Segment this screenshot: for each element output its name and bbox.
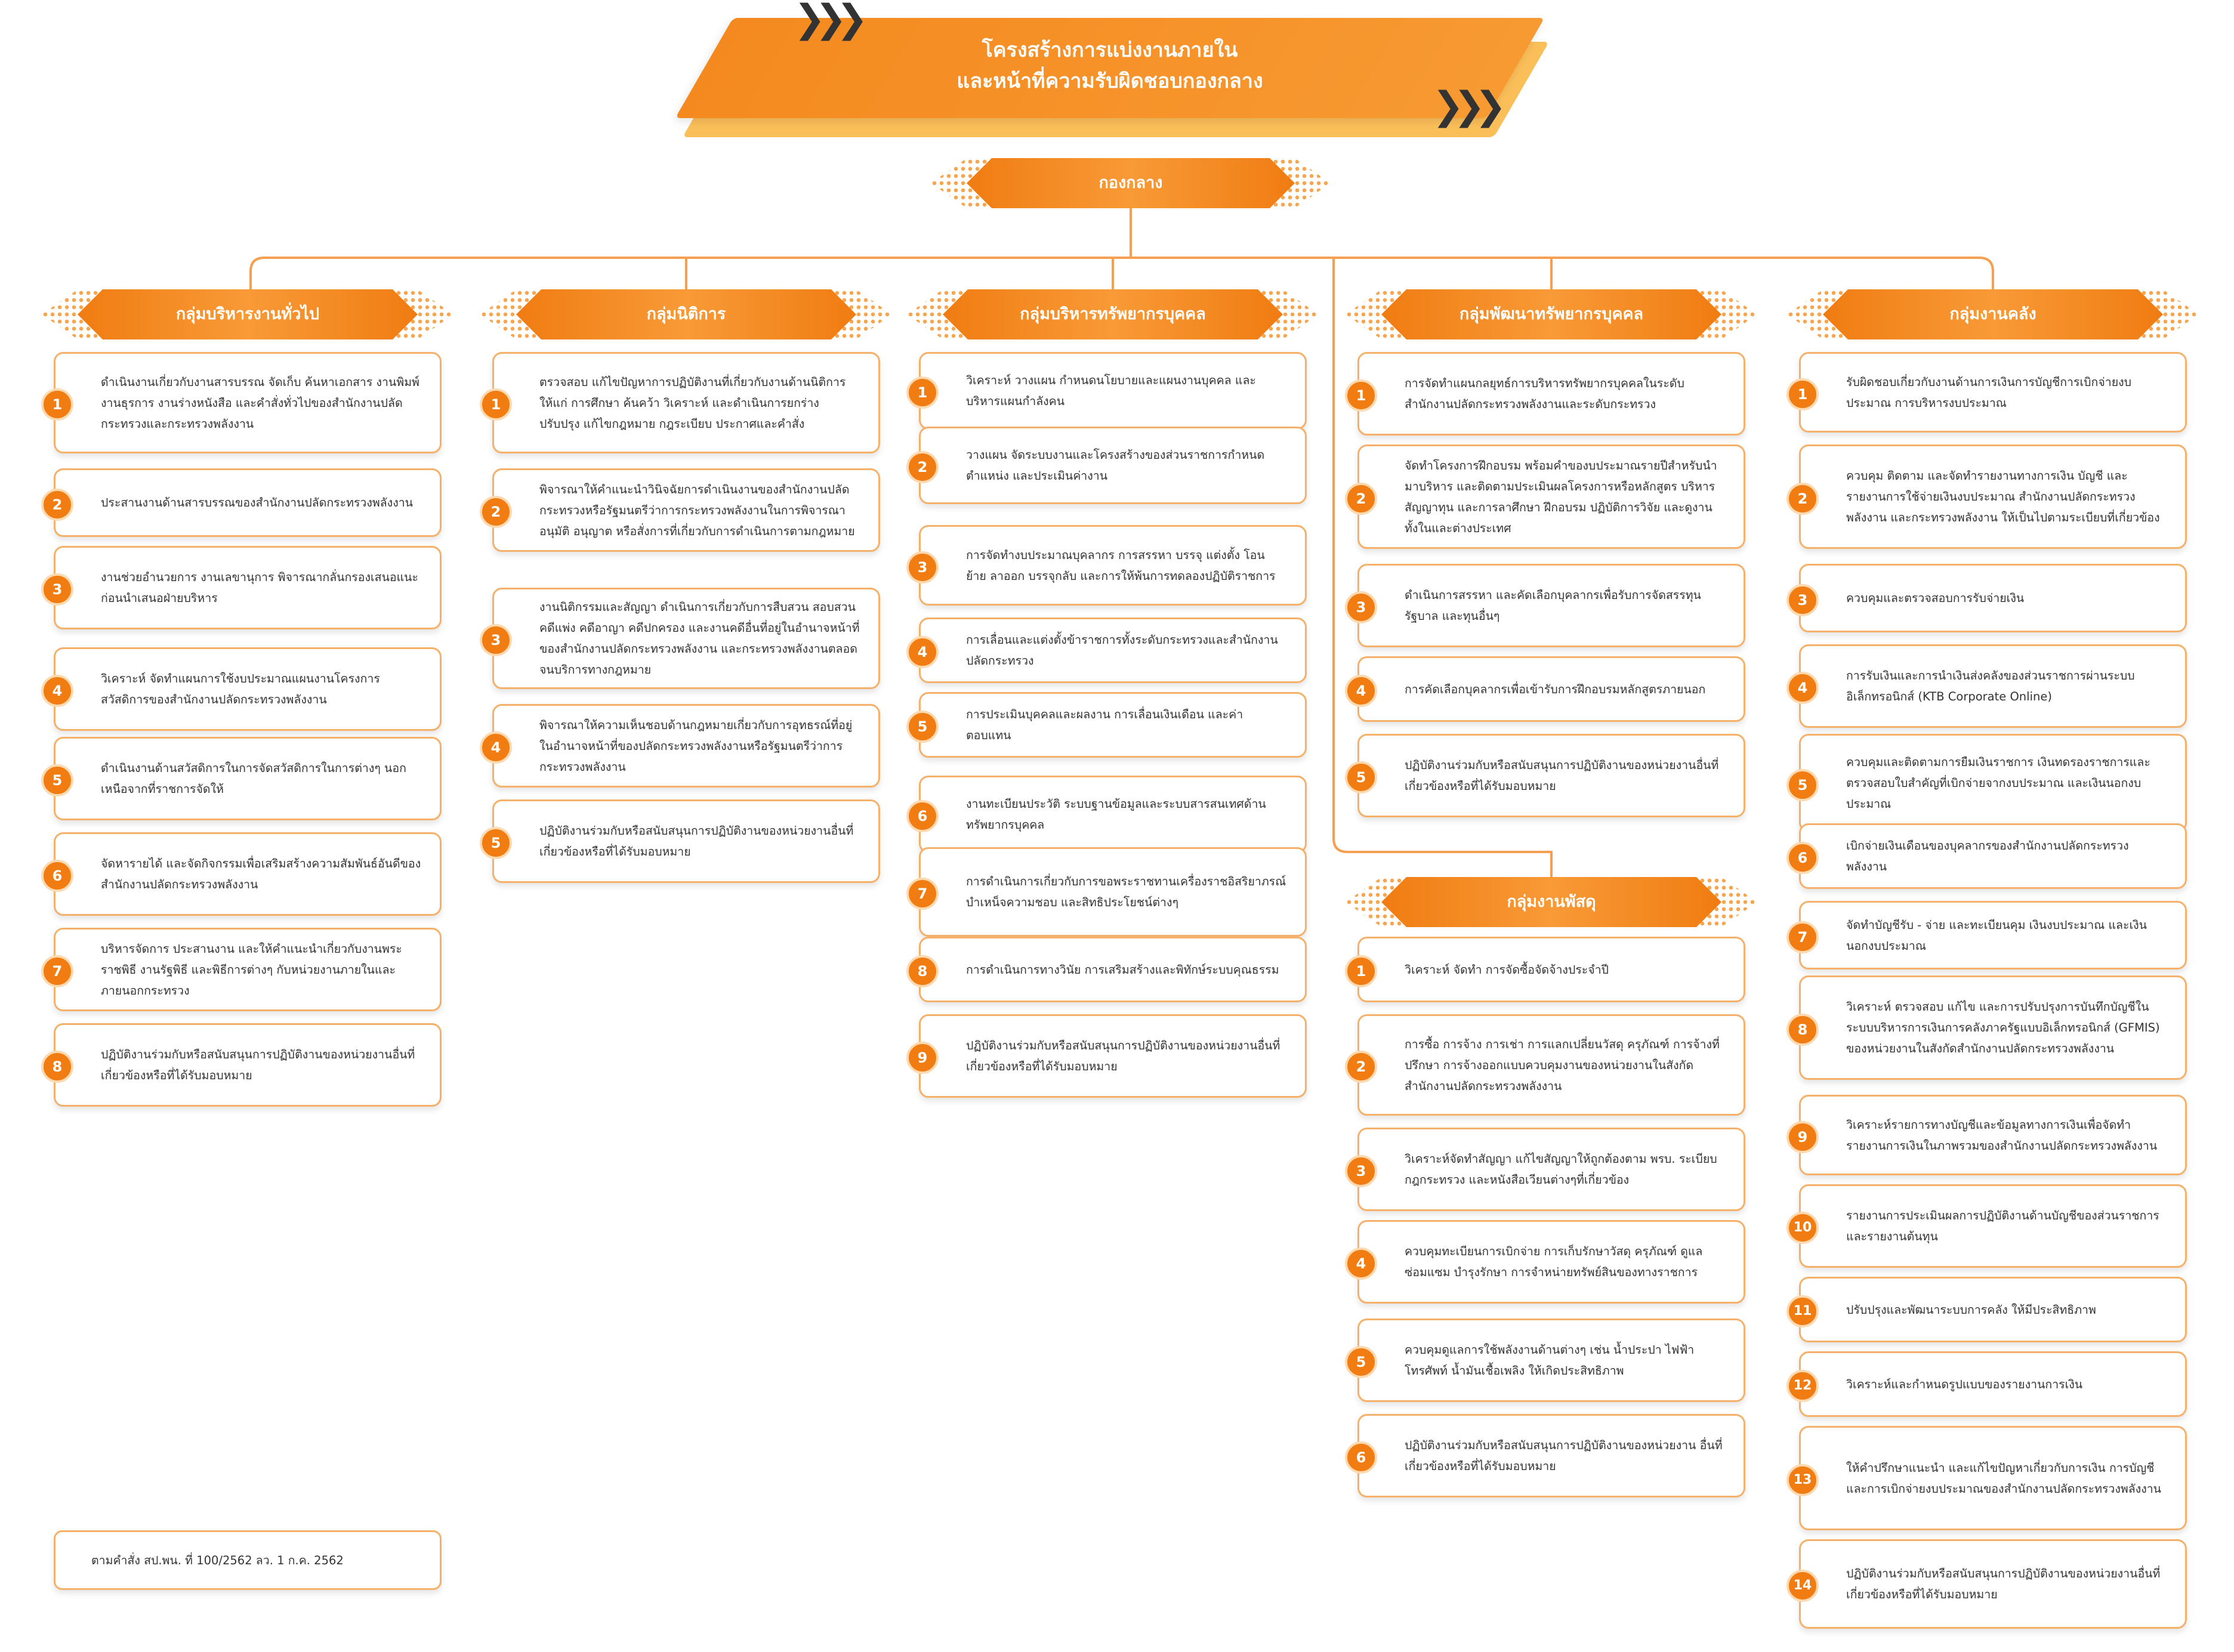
- item-number-badge: 5: [906, 711, 939, 743]
- item-number-badge: 2: [1786, 483, 1819, 515]
- item-number-badge: 4: [41, 675, 73, 707]
- duty-text: ปฏิบัติงานร่วมกับหรือสนับสนุนการปฏิบัติงานของหน่วยงานอื่นที่เกี่ยวข้องหรือที่ได้รับมอบหมาย: [101, 1048, 415, 1082]
- duty-text: การรับเงินและการนำเงินส่งคลังของส่วนราชการผ่านระบบอิเล็กทรอนิกส์ (KTB Corporate Online): [1846, 669, 2135, 703]
- item-number-badge: 8: [906, 955, 939, 987]
- duty-card: [492, 704, 880, 788]
- item-number-badge: 3: [1786, 584, 1819, 616]
- duty-card: [1799, 444, 2187, 549]
- item-number-badge: 7: [41, 955, 73, 987]
- duty-card: [1357, 352, 1745, 436]
- duty-text: วิเคราะห์ ตรวจสอบ แก้ไข และการปรับปรุงการบันทึกบัญชีในระบบบริหารการเงินการคลังภาครัฐแบบอิเล็กทรอนิกส์ (GFMIS) ของหน่วยงานในสังกัดสำนักงานปลัดกระทรวงพลังงาน: [1846, 1000, 2160, 1055]
- duty-card: [492, 799, 880, 883]
- group-title: กลุ่มงานคลัง: [1949, 305, 2036, 323]
- duty-card: [54, 352, 442, 453]
- group-title: กลุ่มนิติการ: [646, 305, 726, 323]
- duty-text: วิเคราะห์จัดทำสัญญา แก้ไขสัญญาให้ถูกต้องตาม พรบ. ระเบียบ กฎกระทรวง และหนังสือเวียนต่างๆที่เกี่ยวข้อง: [1405, 1152, 1717, 1187]
- item-number-badge: 6: [906, 800, 939, 832]
- duty-card: [919, 525, 1307, 606]
- item-number-badge: 3: [41, 573, 73, 606]
- duty-text: รับผิดชอบเกี่ยวกับงานด้านการเงินการบัญชีการเบิกจ่ายงบประมาณ การบริหารงบประมาณ: [1846, 375, 2132, 410]
- duty-card: [1357, 1128, 1745, 1211]
- item-number-badge: 2: [41, 489, 73, 521]
- duty-card: [1357, 1414, 1745, 1497]
- item-number-badge: 2: [906, 451, 939, 483]
- duty-text: วิเคราะห์ จัดทำ การจัดซื้อจัดจ้างประจำปี: [1405, 962, 1609, 977]
- item-number-badge: 13: [1786, 1464, 1819, 1496]
- duty-text: การดำเนินการทางวินัย การเสริมสร้างและพิทักษ์ระบบคุณธรรม: [966, 962, 1279, 977]
- duty-card: [919, 427, 1307, 504]
- duty-text: การจัดทำแผนกลยุทธ์การบริหารทรัพยากรบุคคลในระดับสำนักงานปลัดกระทรวงพลังงานและระดับกระทรวง: [1405, 376, 1684, 411]
- duty-text: ปฏิบัติงานร่วมกับหรือสนับสนุนการปฏิบัติงานของหน่วยงาน อื่นที่เกี่ยวข้องหรือที่ได้รับมอบหมาย: [1405, 1438, 1723, 1473]
- duty-card: [1799, 901, 2187, 969]
- duty-card: [919, 937, 1307, 1002]
- duty-text: การเลื่อนและแต่งตั้งข้าราชการทั้งระดับกระทรวงและสำนักงานปลัดกระทรวง: [966, 633, 1278, 668]
- item-number-badge: 5: [1345, 761, 1377, 793]
- item-number-badge: 3: [906, 551, 939, 583]
- duty-card: [492, 588, 880, 689]
- duty-card: [1357, 937, 1745, 1002]
- group-header: [1823, 289, 2163, 339]
- group-header: [943, 289, 1283, 339]
- duty-card: [1793, 1277, 2187, 1342]
- duty-text: ปฏิบัติงานร่วมกับหรือสนับสนุนการปฏิบัติงานของหน่วยงานอื่นที่เกี่ยวข้องหรือที่ได้รับมอบหมาย: [1405, 758, 1719, 793]
- root-label: กองกลาง: [1099, 174, 1163, 192]
- item-number-badge: 6: [41, 860, 73, 892]
- duty-card: [1793, 1184, 2187, 1268]
- duty-card: [54, 832, 442, 916]
- item-number-badge: 14: [1786, 1570, 1819, 1602]
- duty-text: งานทะเบียนประวัติ ระบบฐานข้อมูลและระบบสารสนเทศด้านทรัพยากรบุคคล: [966, 797, 1266, 832]
- chevrons-icon: ❯❯❯: [1432, 84, 1496, 128]
- duty-text: ปฏิบัติงานร่วมกับหรือสนับสนุนการปฏิบัติงานของหน่วยงานอื่นที่เกี่ยวข้องหรือที่ได้รับมอบหมาย: [539, 824, 854, 859]
- item-number-badge: 5: [41, 764, 73, 796]
- group-header: [78, 289, 418, 339]
- item-number-badge: 8: [41, 1051, 73, 1083]
- duty-card: [54, 647, 442, 731]
- duty-card: [919, 1014, 1307, 1098]
- item-number-badge: 2: [480, 496, 512, 528]
- duty-text: เบิกจ่ายเงินเดือนของบุคลากรของสำนักงานปลัดกระทรวงพลังงาน: [1846, 839, 2129, 873]
- item-number-badge: 10: [1786, 1212, 1819, 1244]
- group-header: [1381, 877, 1721, 927]
- item-number-badge: 2: [1345, 483, 1377, 515]
- duty-card: [1357, 564, 1745, 647]
- title-line-2: และหน้าที่ความรับผิดชอบกองกลาง: [956, 69, 1263, 93]
- duty-text: ควบคุม ติดตาม และจัดทำรายงานทางการเงิน บัญชี และรายงานการใช้จ่ายเงินงบประมาณ สำนักงานปลัดกระทรวงพลังงาน และกระทรวงพลังงาน ให้เป็นไปตามระเบียบที่เกี่ยวข้อง: [1846, 469, 2160, 524]
- duty-text: การประเมินบุคคลและผลงาน การเลื่อนเงินเดือน และค่าตอบแทน: [966, 708, 1243, 742]
- duty-card: [1357, 444, 1745, 549]
- duty-text: รายงานการประเมินผลการปฏิบัติงานด้านบัญชีของส่วนราชการ และรายงานต้นทุน: [1846, 1209, 2159, 1243]
- duty-text: ปรับปรุงและพัฒนาระบบการคลัง ให้มีประสิทธิภาพ: [1846, 1302, 2096, 1317]
- item-number-badge: 9: [1786, 1121, 1819, 1153]
- item-number-badge: 4: [1345, 675, 1377, 707]
- duty-text: วิเคราะห์ จัดทำแผนการใช้งบประมาณแผนงานโครงการสวัสดิการของสำนักงานปลัดกระทรวงพลังงาน: [101, 672, 380, 706]
- duty-text: ควบคุมและตรวจสอบการรับจ่ายเงิน: [1846, 591, 2025, 605]
- duty-text: ดำเนินงานด้านสวัสดิการในการจัดสวัสดิการในการต่างๆ นอกเหนือจากที่ราชการจัดให้: [101, 761, 406, 796]
- duty-text: จัดทำบัญชีรับ - จ่าย และทะเบียนคุม เงินงบประมาณ และเงินนอกงบประมาณ: [1846, 918, 2147, 953]
- item-number-badge: 1: [1786, 378, 1819, 410]
- duty-card: [1799, 1095, 2187, 1175]
- duty-card: [54, 1023, 442, 1107]
- group-title: กลุ่มบริหารงานทั่วไป: [175, 305, 320, 323]
- item-number-badge: 1: [1345, 955, 1377, 987]
- duty-text: บริหารจัดการ ประสานงาน และให้คำแนะนำเกี่ยวกับงานพระราชพิธี งานรัฐพิธี และพิธีการต่างๆ กับหน่วยงานภายในและภายนอกกระทรวง: [101, 941, 402, 998]
- footnote: ตามคำสั่ง สป.พน. ที่ 100/2562 ลว. 1 ก.ค. 2562: [54, 1530, 442, 1590]
- duty-card: [1793, 1351, 2187, 1417]
- duty-text: การจัดทำงบประมาณบุคลากร การสรรหา บรรจุ แต่งตั้ง โอน ย้าย ลาออก บรรจุกลับ และการให้พ้นการทดลองปฏิบัติราชการ: [966, 548, 1276, 583]
- item-number-badge: 12: [1786, 1370, 1819, 1402]
- item-number-badge: 3: [1345, 591, 1377, 623]
- duty-text: วิเคราะห์และกำหนดรูปแบบของรายงานการเงิน: [1846, 1377, 2083, 1391]
- duty-text: งานช่วยอำนวยการ งานเลขานุการ พิจารณากลั่นกรองเสนอแนะก่อนนำเสนอฝ่ายบริหาร: [101, 570, 418, 605]
- item-number-badge: 4: [480, 731, 512, 764]
- group-title: กลุ่มพัฒนาทรัพยากรบุคคล: [1459, 305, 1644, 323]
- item-number-badge: 1: [41, 388, 73, 421]
- duty-text: ประสานงานด้านสารบรรณของสำนักงานปลัดกระทรวงพลังงาน: [101, 496, 414, 510]
- item-number-badge: 1: [906, 376, 939, 409]
- duty-text: การดำเนินการเกี่ยวกับการขอพระราชทานเครื่องราชอิสริยาภรณ์ บำเหน็จความชอบ และสิทธิประโยชน์ต่างๆ: [966, 875, 1286, 909]
- duty-text: พิจารณาให้คำแนะนำวินิจฉัยการดำเนินงานของสำนักงานปลัดกระทรวงหรือรัฐมนตรีว่าการกระทรวงพลังงานในการพิจารณาอนุมัติ อนุญาต หรือสั่งการที่เกี่ยวกับการดำเนินการตามกฎหมาย: [539, 482, 855, 538]
- item-number-badge: 4: [1345, 1248, 1377, 1280]
- item-number-badge: 6: [1786, 842, 1819, 874]
- duty-card: [1357, 656, 1745, 722]
- duty-card: [492, 352, 880, 453]
- duty-text: การคัดเลือกบุคลากรเพื่อเข้ารับการฝึกอบรมหลักสูตรภายนอก: [1405, 682, 1706, 696]
- duty-text: ปฏิบัติงานร่วมกับหรือสนับสนุนการปฏิบัติงานของหน่วยงานอื่นที่เกี่ยวข้องหรือที่ได้รับมอบหมาย: [1846, 1567, 2161, 1601]
- item-number-badge: 1: [1345, 379, 1377, 412]
- duty-card: [1799, 352, 2187, 433]
- duty-text: ปฏิบัติงานร่วมกับหรือสนับสนุนการปฏิบัติงานของหน่วยงานอื่นที่เกี่ยวข้องหรือที่ได้รับมอบหมาย: [966, 1039, 1280, 1073]
- item-number-badge: 2: [1345, 1051, 1377, 1083]
- duty-text: ตรวจสอบ แก้ไขปัญหาการปฏิบัติงานที่เกี่ยวกับงานด้านนิติการ ให้แก่ การศึกษา ค้นคว้า วิเคราะห์ และดำเนินการยกร่าง ปรับปรุง แก้ไขกฎหมาย กฎระเบียบ ประกาศและคำสั่ง: [539, 375, 846, 431]
- duty-card: [1357, 734, 1745, 817]
- item-number-badge: 4: [906, 636, 939, 668]
- duty-text: ให้คำปรึกษาแนะนำ และแก้ไขปัญหาเกี่ยวกับการเงิน การบัญชี และการเบิกจ่ายงบประมาณของสำนักงานปลัดกระทรวงพลังงาน: [1846, 1460, 2162, 1496]
- duty-card: [919, 847, 1307, 937]
- root-node: [967, 158, 1295, 208]
- duty-card: [54, 928, 442, 1011]
- duty-text: ดำเนินงานเกี่ยวกับงานสารบรรณ จัดเก็บ ค้นหาเอกสาร งานพิมพ์ งานธุรการ งานร่างหนังสือ และคำสั่งทั่วไปของสำนักงานปลัดกระทรวงและกระทรวงพลังงาน: [101, 375, 419, 431]
- item-number-badge: 5: [1786, 769, 1819, 801]
- title-line-1: โครงสร้างการแบ่งงานภายใน: [982, 38, 1238, 62]
- item-number-badge: 7: [1786, 921, 1819, 953]
- duty-card: [919, 776, 1307, 853]
- duty-card: [1793, 1539, 2187, 1629]
- duty-text: การซื้อ การจ้าง การเช่า การแลกเปลี่ยนวัสดุ ครุภัณฑ์ การจ้างที่ปรึกษา การจ้างออกแบบควบคุมงานของหน่วยงานในสังกัดสำนักงานปลัดกระทรวงพลังงาน: [1405, 1037, 1720, 1093]
- duty-card: [919, 692, 1307, 758]
- duty-card: [1799, 823, 2187, 889]
- duty-text: จัดหารายได้ และจัดกิจกรรมเพื่อเสริมสร้างความสัมพันธ์อันดีของสำนักงานปลัดกระทรวงพลังงาน: [101, 857, 421, 891]
- group-header: [516, 289, 856, 339]
- duty-text: งานนิติกรรมและสัญญา ดำเนินการเกี่ยวกับการสืบสวน สอบสวน คดีแพ่ง คดีอาญา คดีปกครอง และงานคดีอื่นที่อยู่ในอำนาจหน้าที่ของสำนักงานปลัดกระทรวงพลังงาน และกระทรวงพลังงานตลอดจนบริการทางกฎหมาย: [539, 600, 860, 677]
- duty-card: [54, 737, 442, 820]
- duty-card: [54, 468, 442, 537]
- group-title: กลุ่มบริหารทรัพยากรบุคคล: [1020, 305, 1206, 323]
- item-number-badge: 5: [1345, 1346, 1377, 1378]
- duty-text: จัดทำโครงการฝึกอบรม พร้อมคำของบประมาณรายปีสำหรับนำมาบริหาร และติดตามประเมินผลโครงการหรือหลักสูตร บริหารสัญญาทุน และการลาศึกษา ฝึกอบรม ปฏิบัติการวิจัย และดูงานทั้งในและต่างประเทศ: [1405, 458, 1717, 535]
- item-number-badge: 5: [480, 827, 512, 859]
- item-number-badge: 1: [480, 388, 512, 421]
- item-number-badge: 4: [1786, 672, 1819, 704]
- duty-text: พิจารณาให้ความเห็นชอบด้านกฎหมายเกี่ยวกับการอุทธรณ์ที่อยู่ในอำนาจหน้าที่ของปลัดกระทรวงพลังงานหรือรัฐมนตรีว่าการกระทรวงพลังงาน: [539, 718, 853, 774]
- duty-text: วิเคราะห์ วางแผน กำหนดนโยบายและแผนงานบุคคล และบริหารแผนกำลังคน: [966, 373, 1256, 408]
- duty-card: [1799, 734, 2187, 832]
- item-number-badge: 9: [906, 1042, 939, 1074]
- duty-text: ควบคุมทะเบียนการเบิกจ่าย การเก็บรักษาวัสดุ ครุภัณฑ์ ดูแล ซ่อมแซม บำรุงรักษา การจำหน่ายทรัพย์สินของทางราชการ: [1405, 1245, 1703, 1279]
- duty-card: [1357, 1318, 1745, 1402]
- duty-card: [54, 546, 442, 629]
- horizontal-bus-line: [251, 258, 1993, 289]
- chevrons-icon: ❯❯❯: [794, 0, 857, 41]
- item-number-badge: 3: [1345, 1155, 1377, 1187]
- duty-text: วางแผน จัดระบบงานและโครงสร้างของส่วนราชการกำหนดตำแหน่ง และประเมินค่างาน: [966, 448, 1265, 483]
- duty-text: ดำเนินการสรรหา และคัดเลือกบุคลากรเพื่อรับการจัดสรรทุนรัฐบาล และทุนอื่นๆ: [1405, 588, 1701, 623]
- duty-card: [1799, 564, 2187, 632]
- duty-card: [919, 352, 1307, 430]
- item-number-badge: 8: [1786, 1014, 1819, 1046]
- duty-card: [1793, 1426, 2187, 1530]
- page-title: [704, 35, 1516, 97]
- group-header: [1381, 289, 1721, 339]
- duty-card: [919, 617, 1307, 683]
- item-number-badge: 7: [906, 878, 939, 910]
- duty-text: วิเคราะห์รายการทางบัญชีและข้อมูลทางการเงินเพื่อจัดทำรายงานการเงินในภาพรวมของสำนักงานปลัดกระทรวงพลังงาน: [1846, 1117, 2158, 1153]
- duty-text: ควบคุมและติดตามการยืมเงินราชการ เงินทดรองราชการและตรวจสอบใบสำคัญที่เบิกจ่ายจากงบประมาณ และเงินนอกงบประมาณ: [1846, 755, 2150, 811]
- duty-text: ควบคุมดูแลการใช้พลังงานด้านต่างๆ เช่น น้ำประปา ไฟฟ้า โทรศัพท์ น้ำมันเชื้อเพลิง ให้เกิดประสิทธิภาพ: [1405, 1343, 1695, 1378]
- duty-card: [1357, 1014, 1745, 1116]
- item-number-badge: 6: [1345, 1441, 1377, 1474]
- duty-card: [1357, 1220, 1745, 1304]
- duty-card: [1799, 975, 2187, 1080]
- item-number-badge: 3: [480, 624, 512, 656]
- duty-card: [492, 468, 880, 552]
- duty-card: [1799, 644, 2187, 728]
- group-title: กลุ่มงานพัสดุ: [1507, 893, 1596, 911]
- item-number-badge: 11: [1786, 1295, 1819, 1327]
